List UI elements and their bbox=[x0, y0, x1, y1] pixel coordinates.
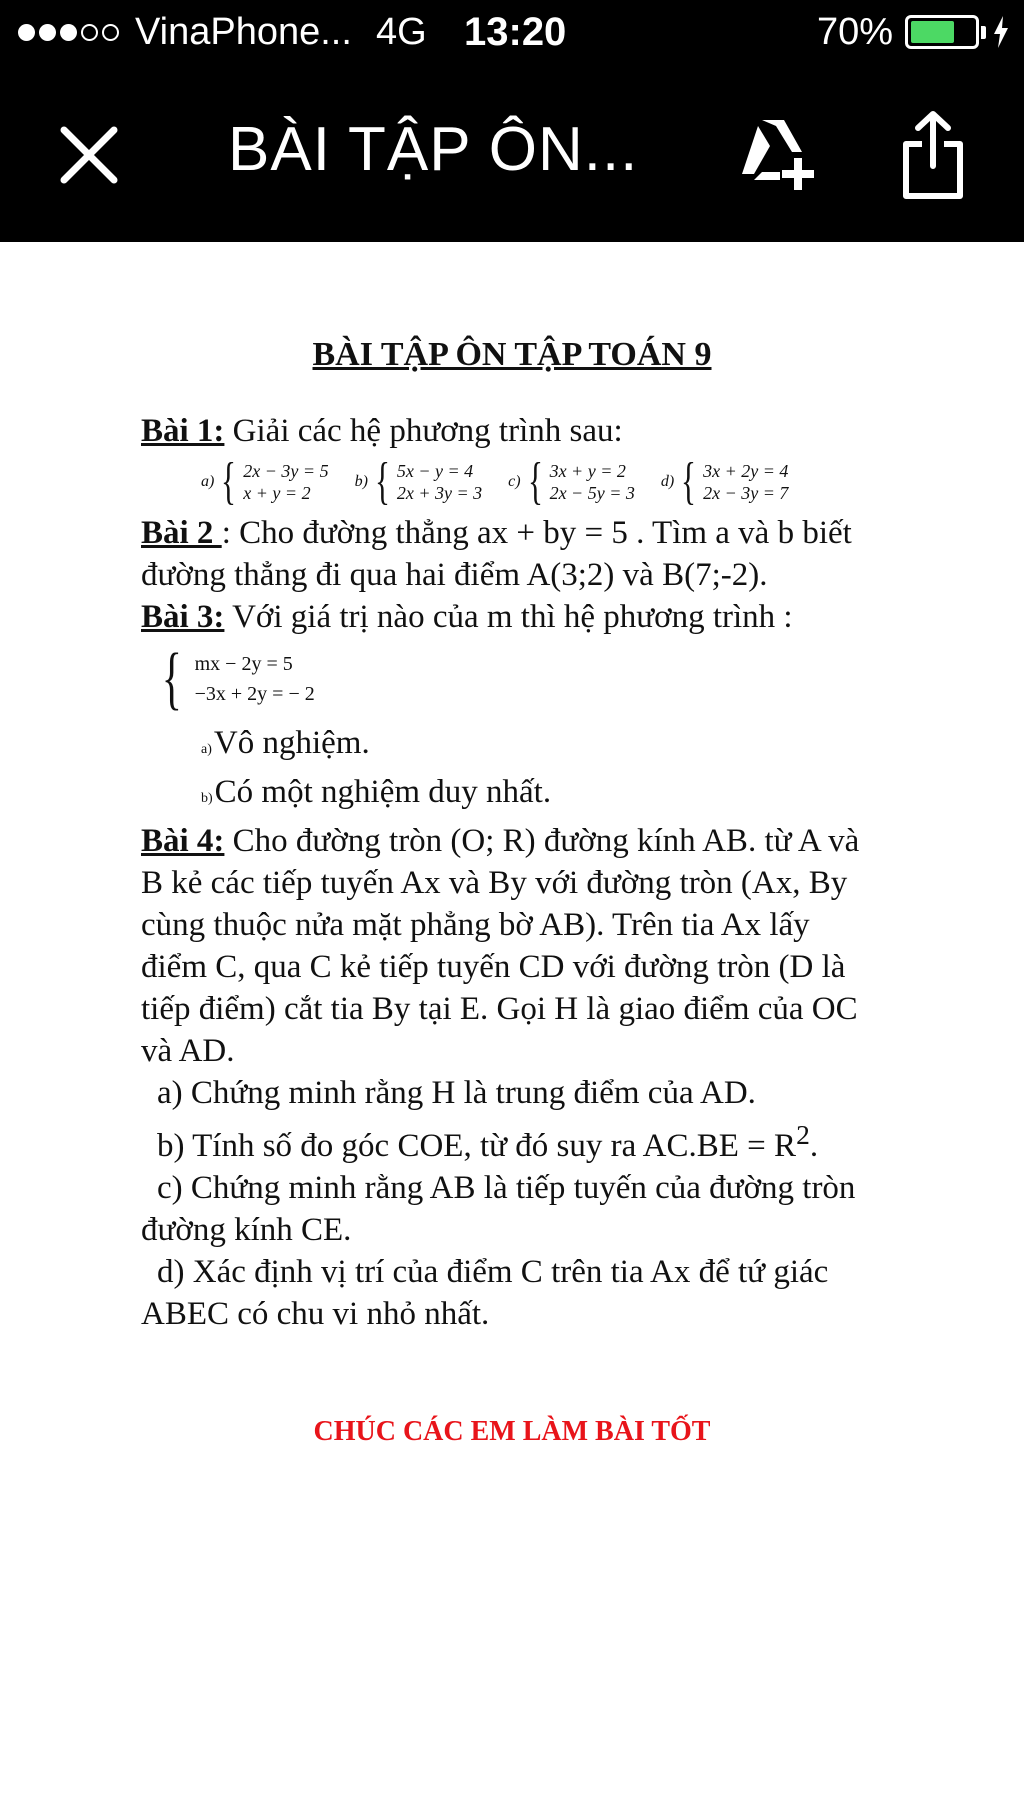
equation: 3x + 2y = 4 bbox=[703, 461, 789, 481]
equation: 5x − y = 4 bbox=[396, 461, 474, 481]
add-to-drive-icon[interactable] bbox=[740, 118, 818, 192]
part-b-exponent: 2 bbox=[796, 1119, 810, 1150]
brace-icon: { bbox=[221, 453, 237, 510]
battery-cap bbox=[981, 26, 986, 39]
brace-icon: { bbox=[161, 640, 182, 717]
clock: 13:20 bbox=[464, 10, 567, 54]
equation: x + y = 2 bbox=[243, 483, 311, 503]
bai4-line: tiếp điểm) cắt tia By tại E. Gọi H là giao điểm của OC bbox=[141, 991, 858, 1027]
carrier-name: VinaPhone... bbox=[135, 10, 352, 53]
bai4-heading: Bài 4: bbox=[141, 823, 225, 859]
system-label: c) bbox=[508, 473, 521, 490]
battery-fill bbox=[911, 21, 954, 43]
bai4-text: Cho đường tròn (O; R) đường kính AB. từ A và bbox=[224, 823, 860, 859]
bai4-line: B kẻ các tiếp tuyến Ax và By với đường tròn (Ax, By bbox=[141, 865, 848, 901]
page-title: BÀI TẬP ÔN TẬP TOÁN 9 bbox=[312, 336, 712, 373]
bai4-line: và AD. bbox=[141, 1033, 235, 1069]
bai4-part-a: a) Chứng minh rằng H là trung điểm của AD. bbox=[157, 1075, 756, 1111]
bai2-line-2: đường thẳng đi qua hai điểm A(3;2) và B(7;-2). bbox=[141, 557, 768, 593]
battery-icon bbox=[905, 15, 979, 49]
bai4-part-d: d) Xác định vị trí của điểm C trên tia Ax để tứ giác bbox=[157, 1254, 829, 1290]
share-icon[interactable] bbox=[900, 110, 966, 200]
equation: 2x − 3y = 5 bbox=[243, 461, 329, 481]
equation: 3x + y = 2 bbox=[549, 461, 626, 481]
system-d bbox=[660, 453, 789, 510]
bai1-text: Giải các hệ phương trình sau: bbox=[224, 413, 623, 449]
document-toolbar bbox=[0, 66, 1024, 242]
bai4-line bbox=[141, 820, 921, 862]
bai3-option-a bbox=[201, 722, 921, 771]
option-label: a) bbox=[201, 742, 212, 757]
option-text: Vô nghiệm. bbox=[213, 725, 370, 761]
close-icon[interactable] bbox=[58, 124, 120, 186]
status-bar bbox=[0, 0, 1024, 66]
closing-message: CHÚC CÁC EM LÀM BÀI TỐT bbox=[313, 1416, 711, 1447]
equation: mx − 2y = 5 bbox=[194, 653, 293, 675]
part-b-text: b) Tính số đo góc COE, từ đó suy ra AC.BE = R bbox=[157, 1128, 797, 1164]
network-type: 4G bbox=[375, 10, 427, 53]
bai1-line bbox=[141, 410, 921, 452]
signal-dot bbox=[81, 24, 98, 41]
status-left bbox=[18, 12, 427, 52]
bai4-part-b: b) Tính số đo góc COE, từ đó suy ra $AC.BE = R^2$. bbox=[157, 1119, 819, 1164]
option-text: Có một nghiệm duy nhất. bbox=[214, 774, 552, 810]
bai4-part-d-cont: ABEC có chu vi nhỏ nhất. bbox=[141, 1296, 490, 1332]
bai2-text: : Cho đường thẳng ax + by = 5 . Tìm a và b biết bbox=[221, 515, 852, 551]
document-title: BÀI TẬP ÔN... bbox=[228, 115, 639, 184]
bai4-line: điểm C, qua C kẻ tiếp tuyến CD với đường tròn (D là bbox=[141, 949, 846, 985]
brace-icon: { bbox=[527, 453, 543, 510]
bai3-heading: Bài 3: bbox=[141, 599, 225, 635]
signal-dot bbox=[18, 24, 35, 41]
bai3-option-b bbox=[201, 771, 921, 820]
system-a bbox=[201, 453, 329, 510]
bai4-line: cùng thuộc nửa mặt phẳng bờ AB). Trên tia Ax lấy bbox=[141, 907, 810, 943]
signal-dot bbox=[60, 24, 77, 41]
bai4-part-c: c) Chứng minh rằng AB là tiếp tuyến của đường tròn bbox=[157, 1170, 856, 1206]
brace-icon: { bbox=[681, 453, 697, 510]
system-label: d) bbox=[660, 473, 675, 490]
system-equations bbox=[243, 460, 328, 504]
equation: 2x + 3y = 3 bbox=[396, 483, 483, 503]
document-page bbox=[0, 242, 1024, 1817]
charging-bolt-icon bbox=[992, 16, 1010, 48]
system-label: a) bbox=[201, 473, 215, 490]
option-label: b) bbox=[201, 791, 213, 806]
bai1-systems bbox=[201, 454, 921, 510]
system-label: b) bbox=[354, 473, 368, 490]
bai2-line bbox=[141, 512, 921, 554]
system-c bbox=[508, 453, 635, 510]
signal-dot bbox=[39, 24, 56, 41]
document-body bbox=[141, 410, 921, 1335]
bai1-heading: Bài 1: bbox=[141, 413, 225, 449]
bai4-part-c-cont: đường kính CE. bbox=[141, 1212, 352, 1248]
signal-dot bbox=[102, 24, 119, 41]
system-equations bbox=[195, 649, 315, 709]
system-equations bbox=[703, 460, 788, 504]
bai3-line bbox=[141, 596, 921, 638]
status-right bbox=[817, 12, 1010, 52]
battery-percent: 70% bbox=[816, 10, 893, 53]
system-b bbox=[354, 453, 483, 510]
brace-icon: { bbox=[374, 453, 390, 510]
bai3-system bbox=[155, 640, 921, 717]
equation: 2x − 3y = 7 bbox=[703, 483, 789, 503]
equation: 2x − 5y = 3 bbox=[549, 483, 635, 503]
signal-strength-icon bbox=[18, 24, 123, 41]
equation: −3x + 2y = − 2 bbox=[194, 683, 315, 705]
bai2-heading: Bài 2 bbox=[141, 515, 222, 551]
system-equations bbox=[397, 460, 482, 504]
bai3-text: Với giá trị nào của m thì hệ phương trình : bbox=[224, 599, 793, 635]
system-equations bbox=[550, 460, 635, 504]
